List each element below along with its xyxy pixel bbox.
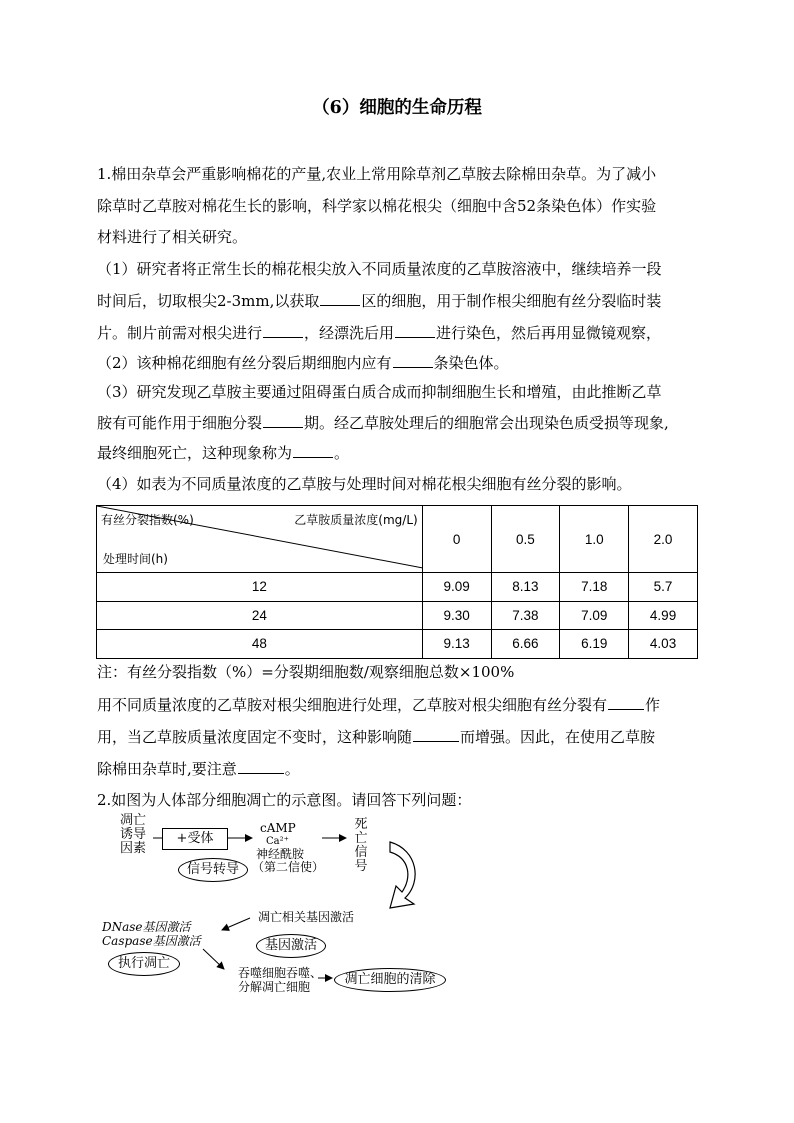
answer-blank[interactable] <box>263 412 303 428</box>
answer-blank[interactable] <box>320 290 360 306</box>
q1-line-2: 除草时乙草胺对棉花生长的影响，科学家以棉花根尖（细胞中含52条染色体）作实验 <box>97 197 657 215</box>
signal-transduction-oval: 信号转导 <box>178 858 248 882</box>
table-row <box>97 630 698 659</box>
table-corner-header <box>97 506 423 573</box>
table-note: 注：有丝分裂指数（%）=分裂期细胞数/观察细胞总数×100% <box>97 663 515 681</box>
answer-blank[interactable] <box>263 322 303 338</box>
q1-line-1: 1.棉田杂草会严重影响棉花的产量,农业上常用除草剂乙草胺去除棉田杂草。为了减小 <box>97 165 657 183</box>
receptor-box: +受体 <box>162 828 228 850</box>
q1-part1-line-1: （1）研究者将正常生长的棉花根尖放入不同质量浓度的乙草胺溶液中，继续培养一段 <box>97 260 662 278</box>
q1-part3-line-1: （3）研究发现乙草胺主要通过阻碍蛋白质合成而抑制细胞生长和增殖，由此推断乙草 <box>97 383 662 401</box>
gene-activation-label: 凋亡相关基因激活 <box>258 910 355 924</box>
q1-answer-line-2: 用，当乙草胺质量浓度固定不变时，这种影响随 而增强。因此，在使用乙草胺 <box>97 728 656 746</box>
table-cell: 6.19 <box>560 630 629 659</box>
answer-blank[interactable] <box>608 694 644 710</box>
column-header: 0 <box>422 506 491 573</box>
cell-clearance-oval: 凋亡细胞的清除 <box>334 968 446 992</box>
table-cell: 4.03 <box>629 630 698 659</box>
answer-blank[interactable] <box>238 758 284 774</box>
execute-apoptosis-oval: 执行凋亡 <box>108 952 180 976</box>
q1-answer-line-1: 用不同质量浓度的乙草胺对根尖细胞进行处理，乙草胺对根尖细胞有丝分裂有 作 <box>97 696 661 714</box>
page-title: （6）细胞的生命历程 <box>312 98 482 118</box>
q2-question: 2.如图为人体部分细胞凋亡的示意图。请回答下列问题： <box>97 791 472 809</box>
table-row <box>97 601 698 630</box>
q1-part1-line-3: 片。制片前需对根尖进行 ，经漂洗后用 进行染色，然后再用显微镜观察， <box>97 324 662 342</box>
answer-blank[interactable] <box>293 442 333 458</box>
row-time: 12 <box>97 573 423 602</box>
second-messengers: cAMP Ca²⁺ 神经酰胺 （第二信使） <box>252 821 325 874</box>
corner-label-concentration: 乙草胺质量浓度(mg/L) <box>294 513 418 527</box>
q1-part2: （2）该种棉花细胞有丝分裂后期细胞内应有 条染色体。 <box>97 354 509 372</box>
column-header: 2.0 <box>629 506 698 573</box>
answer-blank[interactable] <box>413 726 459 742</box>
row-time: 24 <box>97 601 423 630</box>
table-cell: 7.18 <box>560 573 629 602</box>
data-table <box>96 505 698 659</box>
apoptosis-diagram <box>100 812 460 997</box>
q1-answer-line-3: 除棉田杂草时,要注意 。 <box>97 760 300 778</box>
q1-part3-line-3: 最终细胞死亡，这种现象称为 。 <box>97 444 350 462</box>
q1-line-3: 材料进行了相关研究。 <box>97 228 248 246</box>
gene-activation-oval: 基因激活 <box>256 934 326 958</box>
table-cell: 7.09 <box>560 601 629 630</box>
phagocyte-label: 吞噬细胞吞噬、 分解凋亡细胞 <box>238 966 323 994</box>
table-cell: 9.30 <box>422 601 491 630</box>
answer-blank[interactable] <box>395 322 435 338</box>
table-cell: 8.13 <box>491 573 560 602</box>
corner-label-index: 有丝分裂指数(%) <box>101 513 194 527</box>
apoptosis-inducing-factor: 凋亡 诱导 因素 <box>120 813 147 856</box>
q1-part1-line-2: 时间后，切取根尖2-3mm,以获取 区的细胞，用于制作根尖细胞有丝分裂临时装 <box>97 292 662 310</box>
q1-part4: （4）如表为不同质量浓度的乙草胺与处理时间对棉花根尖细胞有丝分裂的影响。 <box>97 475 632 493</box>
death-signal: 死 亡 信 号 <box>354 817 368 874</box>
column-header: 1.0 <box>560 506 629 573</box>
table-cell: 9.13 <box>422 630 491 659</box>
table-cell: 9.09 <box>422 573 491 602</box>
enzyme-activation: DNase基因激活 Caspase基因激活 <box>102 920 201 948</box>
q1-part3-line-2: 胺有可能作用于细胞分裂 期。经乙草胺处理后的细胞常会出现染色质受损等现象, <box>97 414 669 432</box>
table-cell: 6.66 <box>491 630 560 659</box>
column-header: 0.5 <box>491 506 560 573</box>
corner-label-time: 处理时间(h) <box>103 552 168 566</box>
table-cell: 5.7 <box>629 573 698 602</box>
table-cell: 4.99 <box>629 601 698 630</box>
row-time: 48 <box>97 630 423 659</box>
table-cell: 7.38 <box>491 601 560 630</box>
table-row <box>97 573 698 602</box>
answer-blank[interactable] <box>393 352 433 368</box>
